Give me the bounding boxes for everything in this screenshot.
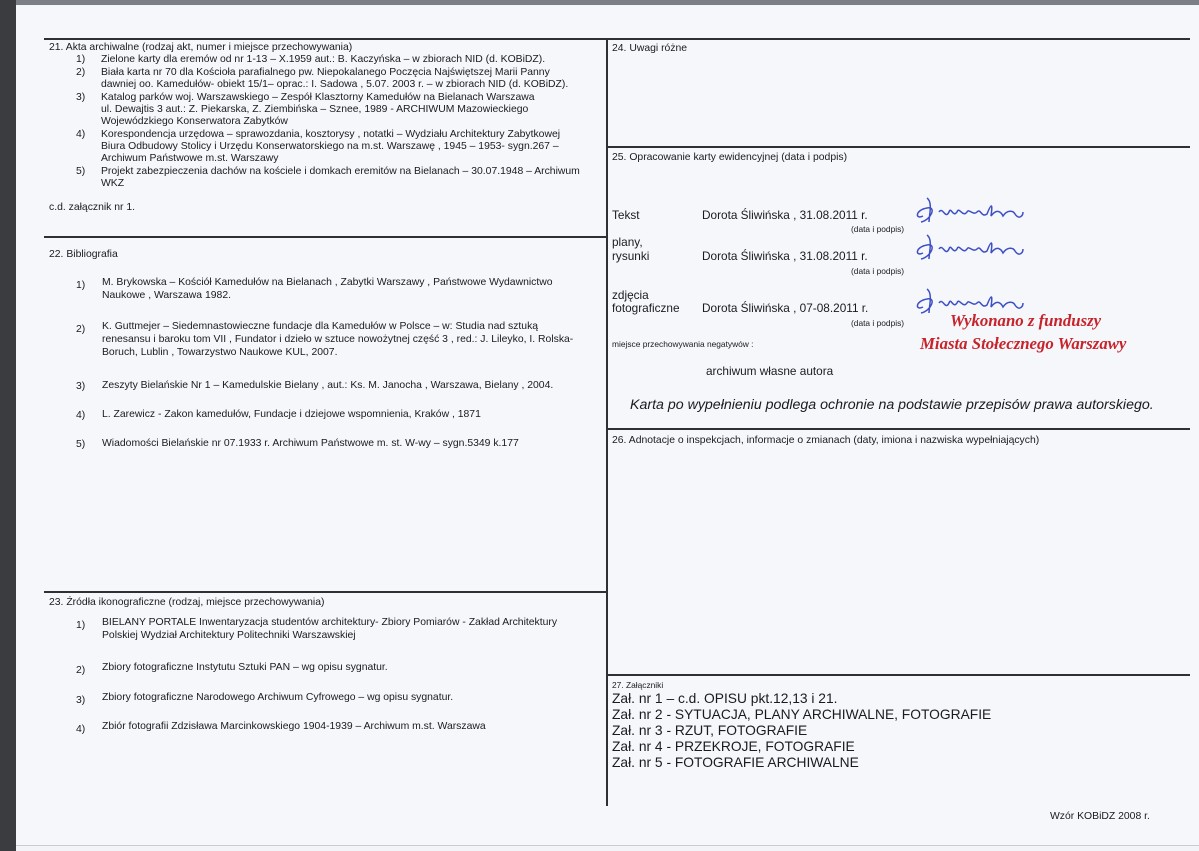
attachment-1: Zał. nr 1 – c.d. OPISU pkt.12,13 i 21.: [612, 691, 838, 706]
iconographic-item-3: Zbiory fotograficzne Narodowego Archiwum Cyfrowego – wg opisu sygnatur.: [102, 692, 454, 703]
item-number: 4): [76, 724, 86, 735]
divider-22-23: [44, 591, 607, 593]
divider-26-27: [607, 674, 1190, 676]
top-rule: [44, 38, 1190, 40]
funding-stamp-line-2: Miasta Stołecznego Warszawy: [920, 334, 1127, 353]
bibliography-item-2-line-1: K. Guttmejer – Siedemnastowieczne fundacje dla Kamedułów w Polsce – w: Studia nad sztuką: [102, 321, 539, 332]
section-23-title: 23. Źródła ikonograficzne (rodzaj, miejsce przechowywania): [49, 597, 325, 608]
item-number: 5): [76, 439, 86, 450]
section-22-title: 22. Bibliografia: [49, 249, 118, 260]
negatives-label: miejsce przechowywania negatywów :: [612, 339, 754, 349]
item-number: 4): [76, 410, 86, 421]
bibliography-item-2-line-3: Boruch, Lublin , Towarzystwo Naukowe KUL, 2007.: [102, 347, 338, 358]
section-26-title: 26. Adnotacje o inspekcjach, informacje o zmianach (daty, imiona i nazwiska wypełniających): [612, 435, 1040, 446]
divider-21-22: [44, 236, 607, 238]
iconographic-item-4: Zbiór fotografii Zdzisława Marcinkowskiego 1904-1939 – Archiwum m.st. Warszawa: [102, 721, 486, 732]
scan-left-edge: [0, 0, 16, 851]
negatives-value: archiwum własne autora: [706, 364, 834, 378]
archival-item-5-line-2: WKZ: [101, 178, 125, 189]
bibliography-item-1-line-1: M. Brykowska – Kościół Kamedułów na Bielanach , Zabytki Warszawy , Państwowe Wydawnictwo: [102, 277, 553, 288]
archival-item-4-line-2: Biura Odbudowy Stolicy i Urzędu Konserwatorskiego na m.st. Warszawę , 1945 – 1953- sygn.267 –: [101, 141, 559, 152]
template-label: Wzór KOBiDZ 2008 r.: [1050, 811, 1150, 822]
author-date-plans: Dorota Śliwińska , 31.08.2011 r.: [702, 249, 868, 263]
funding-stamp-line-1: Wykonano z funduszy: [950, 311, 1102, 330]
label-photos: zdjęcia: [612, 288, 649, 302]
label-drawings: rysunki: [612, 249, 650, 263]
archival-item-2-line-2: dawniej oo. Kamedułów- obiekt 15/1– oprac.: I. Sadowa , 5.07. 2003 r. – w zbiorach NID (d. KOBiDZ).: [101, 79, 569, 90]
continuation-note: c.d. załącznik nr 1.: [49, 202, 136, 213]
label-plans: plany,: [612, 235, 643, 249]
archival-item-4-line-1: Korespondencja urzędowa – sprawozdania, kosztorysy , notatki – Wydziału Architektury Zabytkowej: [101, 129, 561, 140]
author-date-photos: Dorota Śliwińska , 07-08.2011 r.: [702, 301, 869, 315]
item-number: 3): [76, 695, 86, 706]
attachment-5: Zał. nr 5 - FOTOGRAFIE ARCHIWALNE: [612, 755, 859, 770]
signature-caption: (data i podpis): [851, 266, 905, 276]
item-number: 2): [76, 67, 86, 78]
label-text: Tekst: [612, 208, 640, 222]
copyright-note: Karta po wypełnieniu podlega ochronie na podstawie przepisów prawa autorskiego.: [630, 397, 1154, 413]
divider-24-25: [607, 146, 1190, 148]
item-number: 3): [76, 92, 86, 103]
section-24-title: 24. Uwagi różne: [612, 43, 688, 54]
attachment-4: Zał. nr 4 - PRZEKROJE, FOTOGRAFIE: [612, 739, 855, 754]
iconographic-item-1-line-2: Polskiej Wydział Architektury Politechniki Warszawskiej: [102, 630, 356, 641]
signature-1: [911, 194, 1031, 228]
section-27-title: 27. Załączniki: [612, 680, 664, 690]
bibliography-item-4: L. Zarewicz - Zakon kamedułów, Fundacje i dziejowe wspomnienia, Kraków , 1871: [102, 409, 481, 420]
item-number: 1): [76, 280, 86, 291]
archival-item-2-line-1: Biała karta nr 70 dla Kościoła parafialnego pw. Niepokalanego Poczęcia Najświętszej Marii Panny: [101, 67, 550, 78]
archival-item-1: Zielone karty dla eremów od nr 1-13 – X.1959 aut.: B. Kaczyńska – w zbiorach NID (d. KOBiDZ).: [101, 54, 546, 65]
attachment-2: Zał. nr 2 - SYTUACJA, PLANY ARCHIWALNE, FOTOGRAFIE: [612, 707, 992, 722]
iconographic-item-2: Zbiory fotograficzne Instytutu Sztuki PAN – wg opisu sygnatur.: [102, 662, 388, 673]
bibliography-item-1-line-2: Naukowe , Warszawa 1982.: [102, 290, 231, 301]
item-number: 2): [76, 665, 86, 676]
document-page: [16, 5, 1199, 846]
archival-item-5-line-1: Projekt zabezpieczenia dachów na kościele i domkach eremitów na Bielanach – 30.07.1948 – Archiwum: [101, 166, 580, 177]
item-number: 3): [76, 381, 86, 392]
label-photographic: fotograficzne: [612, 301, 680, 315]
section-25-title: 25. Opracowanie karty ewidencyjnej (data i podpis): [612, 152, 848, 163]
center-divider: [606, 38, 608, 806]
section-21-title: 21. Akta archiwalne (rodzaj akt, numer i miejsce przechowywania): [49, 42, 353, 53]
divider-25-26: [607, 428, 1190, 430]
bibliography-item-5: Wiadomości Bielańskie nr 07.1933 r. Archiwum Państwowe m. st. W-wy – sygn.5349 k.177: [102, 438, 519, 449]
author-date-text: Dorota Śliwińska , 31.08.2011 r.: [702, 208, 868, 222]
iconographic-item-1-line-1: BIELANY PORTALE Inwentaryzacja studentów architektury- Zbiory Pomiarów - Zakład Architektury: [102, 617, 558, 628]
item-number: 5): [76, 166, 86, 177]
signature-2: [911, 231, 1031, 265]
attachment-3: Zał. nr 3 - RZUT, FOTOGRAFIE: [612, 723, 808, 738]
archival-item-4-line-3: Archiwum Państwowe m.st. Warszawy: [101, 153, 279, 164]
item-number: 4): [76, 129, 86, 140]
archival-item-3-line-2: ul. Dewajtis 3 aut.: Z. Piekarska, Z. Ziembińska – Sznee, 1989 - ARCHIWUM Mazowieckiego: [101, 104, 529, 115]
archival-item-3-line-3: Wojewódzkiego Konserwatora Zabytków: [101, 116, 288, 127]
item-number: 2): [76, 324, 86, 335]
item-number: 1): [76, 620, 86, 631]
bibliography-item-3: Zeszyty Bielańskie Nr 1 – Kamedulskie Bielany , aut.: Ks. M. Janocha , Warszawa, Bielany , 2004.: [102, 380, 554, 391]
signature-caption: (data i podpis): [851, 318, 905, 328]
archival-item-3-line-1: Katalog parków woj. Warszawskiego – Zespół Klasztorny Kamedułów na Bielanach Warszawa: [101, 92, 535, 103]
bibliography-item-2-line-2: renesansu i baroku tom VII , Fundator i dzieło w sztuce nowożytnej część 3 , red.: J. Lileyko, I. Rolska-: [102, 334, 574, 345]
item-number: 1): [76, 54, 86, 65]
signature-caption: (data i podpis): [851, 224, 905, 234]
